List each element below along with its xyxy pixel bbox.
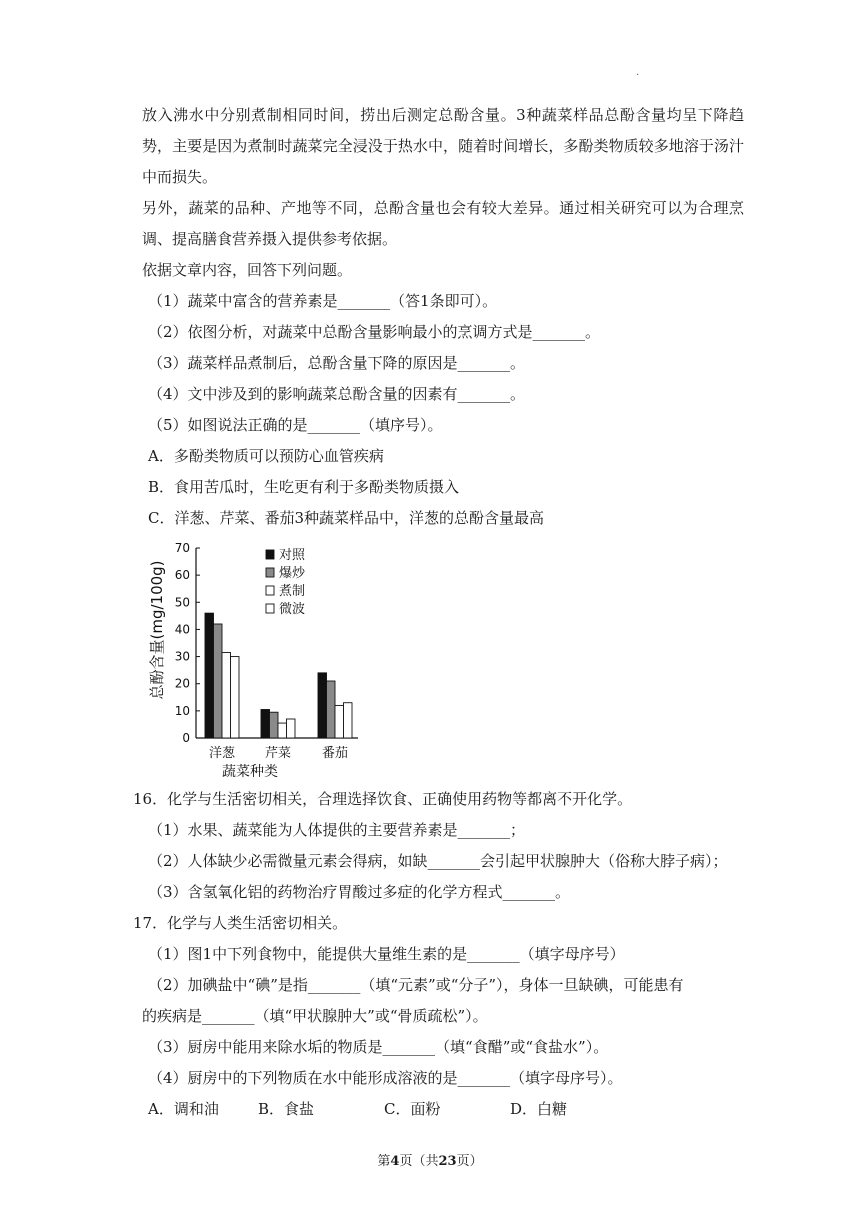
passage-paragraph-2: 另外，蔬菜的品种、产地等不同，总酚含量也会有较大差异。通过相关研究可以为合理烹调、提高膳食营养摄入提供参考依据。	[142, 199, 744, 248]
passage-instruction: 依据文章内容，回答下列问题。	[142, 261, 353, 279]
y-axis-label: 总酚含量(mg/100g)	[148, 560, 166, 700]
bar	[270, 712, 279, 738]
footer-total-pages: 23	[438, 1154, 457, 1169]
question-16-1: （1）水果、蔬菜能为人体提供的主要营养素是_______；	[148, 821, 526, 839]
bar	[214, 624, 223, 738]
question-17-4: （4）厨房中的下列物质在水中能形成溶液的是_______（填字母序号）。	[148, 1069, 623, 1087]
bar	[231, 657, 240, 738]
question-15-3: （3）蔬菜样品煮制后，总酚含量下降的原因是_______。	[148, 354, 526, 372]
question-17-stem: 17．化学与人类生活密切相关。	[133, 914, 348, 932]
bar	[335, 705, 344, 738]
question-17-2b: 的疾病是_______（填“甲状腺肿大”或“骨质疏松”）。	[142, 1007, 488, 1025]
bar	[318, 673, 327, 738]
y-tick-label: 40	[174, 622, 190, 637]
question-16-3: （3）含氢氧化铝的药物治疗胃酸过多症的化学方程式_______。	[148, 883, 571, 901]
footer-pre: 第	[377, 1154, 391, 1169]
bar	[278, 723, 287, 738]
x-category-label: 洋葱	[208, 746, 236, 761]
y-tick-label: 50	[174, 595, 190, 610]
legend-swatch	[266, 586, 274, 595]
option-b-salt: B．食盐	[258, 1100, 315, 1118]
option-a-oil: A．调和油	[148, 1100, 219, 1118]
y-tick-label: 20	[174, 676, 190, 691]
question-15-2: （2）依图分析，对蔬菜中总酚含量影响最小的烹调方式是_______。	[148, 323, 601, 341]
option-d-sugar: D．白糖	[510, 1100, 568, 1118]
option-b: B．食用苦瓜时，生吃更有利于多酚类物质摄入	[148, 478, 460, 496]
polyphenol-chart	[150, 540, 380, 780]
question-17-2a: （2）加碘盐中“碘”是指_______（填“元素”或“分子”），身体一旦缺碘，可能患有	[148, 976, 684, 994]
legend-label: 微波	[279, 602, 306, 617]
legend-swatch	[266, 550, 274, 559]
footer-page-number: 4	[390, 1154, 400, 1169]
legend-swatch	[266, 604, 274, 613]
question-16-2: （2）人体缺少必需微量元素会得病，如缺_______会引起甲状腺肿大（俗称大脖子病）；	[148, 852, 728, 870]
bar	[327, 681, 336, 738]
y-tick-label: 10	[174, 703, 190, 718]
y-tick-label: 60	[174, 568, 190, 583]
chart-svg	[150, 540, 380, 780]
legend-label: 爆炒	[279, 566, 306, 581]
y-tick-label: 30	[174, 649, 190, 664]
page-content	[133, 100, 744, 1125]
x-category-label: 芹菜	[264, 746, 292, 761]
question-17-3: （3）厨房中能用来除水垢的物质是_______（填“食醋”或“食盐水”）。	[148, 1038, 609, 1056]
question-15-5: （5）如图说法正确的是_______（填序号）。	[148, 416, 443, 434]
question-15-4: （4）文中涉及到的影响蔬菜总酚含量的因素有_______。	[148, 385, 526, 403]
question-17-options	[148, 1094, 738, 1125]
stray-dot: ·	[636, 70, 640, 81]
x-category-label: 番茄	[321, 746, 349, 761]
bar	[287, 719, 296, 738]
legend-label: 煮制	[279, 584, 306, 599]
footer-mid: 页（共	[399, 1154, 439, 1169]
bar	[222, 653, 231, 739]
legend-label: 对照	[279, 548, 306, 563]
question-15-1: （1）蔬菜中富含的营养素是_______（答1条即可）。	[148, 292, 498, 310]
option-a: A．多酚类物质可以预防心血管疾病	[148, 447, 384, 465]
legend-swatch	[266, 568, 274, 577]
footer-post: 页）	[456, 1154, 483, 1169]
bar	[261, 710, 270, 739]
page-footer	[0, 1150, 860, 1169]
y-tick-label: 70	[174, 541, 190, 555]
y-tick-label: 0	[182, 731, 190, 745]
option-c-flour: C．面粉	[384, 1100, 441, 1118]
question-16-stem: 16．化学与生活密切相关，合理选择饮食、正确使用药物等都离不开化学。	[133, 790, 633, 808]
bar	[205, 613, 214, 738]
option-c: C．洋葱、芹菜、番茄3种蔬菜样品中，洋葱的总酚含量最高	[148, 509, 545, 527]
question-17-1: （1）图1中下列食物中，能提供大量维生素的是_______（填字母序号）	[148, 945, 625, 963]
bar	[344, 703, 353, 738]
passage-paragraph-1: 放入沸水中分别煮制相同时间，捞出后测定总酚含量。3种蔬菜样品总酚含量均呈下降趋势，主要是因为煮制时蔬菜完全浸没于热水中，随着时间增长，多酚类物质较多地溶于汤汁中而损失。	[142, 106, 744, 186]
x-axis-label: 蔬菜种类	[222, 764, 278, 780]
